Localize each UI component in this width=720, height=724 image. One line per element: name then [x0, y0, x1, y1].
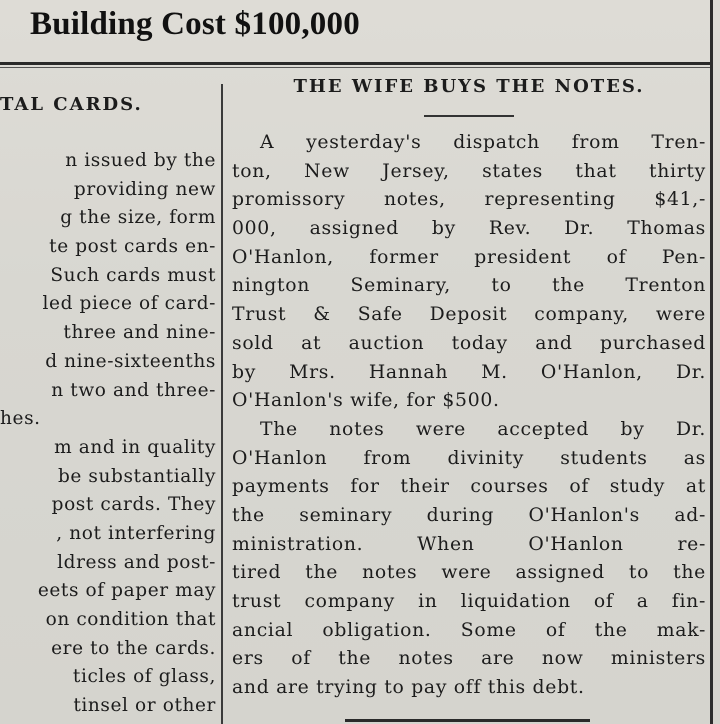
left-column-heading: TAL CARDS.: [0, 94, 143, 115]
text-line: The notes were accepted by Dr.: [260, 418, 706, 440]
text-line: ere to the cards.: [51, 637, 216, 659]
text-line: O'Hanlon from divinity students as: [232, 447, 706, 469]
left-column: [0, 84, 216, 724]
page-edge-rule: [710, 0, 713, 724]
text-line: ers of the notes are now ministers: [232, 648, 706, 670]
text-line: trust company in liquidation of a fin-: [232, 591, 706, 612]
text-line: tinsel or other: [73, 695, 216, 717]
text-line: ministration. When O'Hanlon re-: [232, 533, 706, 555]
text-line: n issued by the: [65, 150, 216, 171]
text-line: by Mrs. Hannah M. O'Hanlon, Dr.: [232, 361, 706, 383]
article-column: [232, 66, 706, 724]
text-line: ton, New Jersey, states that thirty: [232, 160, 706, 182]
text-line: providing new: [73, 178, 216, 200]
article-body: [232, 129, 706, 703]
text-line: payments for their courses of study at: [232, 476, 706, 498]
article-heading: THE WIFE BUYS THE NOTES.: [293, 76, 645, 97]
text-line: sold at auction today and purchased: [232, 332, 706, 354]
text-line: on condition that: [45, 609, 216, 630]
text-line: three and nine-: [63, 322, 216, 344]
column-divider: [221, 84, 223, 724]
text-line: be substantially: [57, 465, 216, 487]
article-end-rule: [345, 719, 590, 722]
text-line: promissory notes, representing $41,-: [232, 189, 706, 211]
text-line: ancial obligation. Some of the mak-: [232, 619, 706, 641]
text-line: A yesterday's dispatch from Tren-: [260, 132, 706, 153]
text-line: d nine-sixteenths: [45, 350, 216, 372]
header-rule: [0, 62, 712, 65]
left-column-body: [0, 147, 216, 721]
text-line: Such cards must: [50, 264, 216, 286]
headline: Building Cost $100,000: [30, 6, 360, 42]
text-line: ticles of glass,: [72, 666, 216, 688]
text-line: Trust & Safe Deposit company, were: [232, 304, 706, 326]
text-line: hes.: [0, 408, 41, 430]
text-line: led piece of card-: [42, 293, 216, 315]
text-line: eets of paper may: [37, 580, 216, 602]
text-line: g the size, form: [60, 207, 216, 229]
text-line: post cards. They: [51, 494, 216, 516]
text-line: O'Hanlon's wife, for $500.: [232, 390, 500, 412]
text-line: tired the notes were assigned to the: [232, 562, 706, 584]
text-line: ldress and post-: [57, 551, 216, 573]
text-line: the seminary during O'Hanlon's ad-: [232, 504, 706, 526]
text-line: m and in quality: [54, 436, 216, 458]
text-line: n two and three-: [51, 379, 216, 401]
text-line: O'Hanlon, former president of Pen-: [232, 246, 706, 268]
text-line: nington Seminary, to the Trenton: [232, 275, 706, 297]
text-line: 000, assigned by Rev. Dr. Thomas: [232, 218, 706, 240]
text-line: te post cards en-: [49, 236, 216, 258]
text-line: , not interfering: [56, 522, 216, 544]
text-line: and are trying to pay off this debt.: [232, 677, 585, 699]
article-heading-rule: [424, 115, 514, 117]
